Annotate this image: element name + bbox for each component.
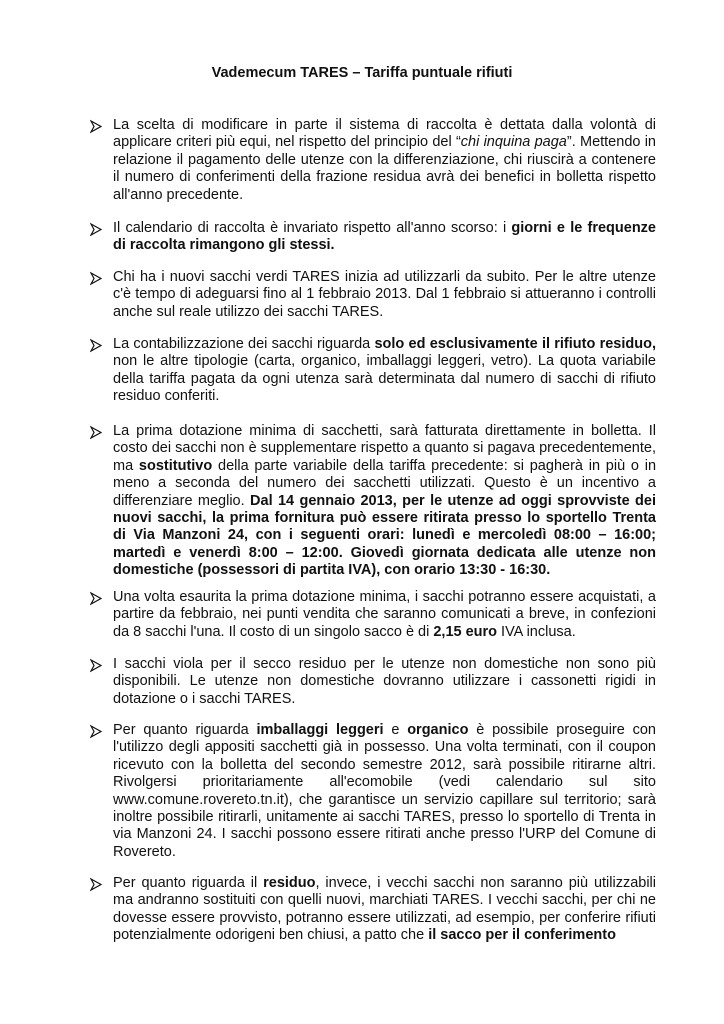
text-run: Per quanto riguarda il xyxy=(113,875,264,891)
bullet-text xyxy=(113,220,656,255)
text-run: ”. Mettendo in relazione il pagamento delle utenze con la differenziazione, chi riuscirà a contenere il numero di conferimenti della frazione residua avrà dei benefici in bolletta rispetto all'anno precedente. xyxy=(113,134,656,203)
text-run: Chi ha i nuovi sacchi verdi TARES inizia ad utilizzarli da subito. Per le altre utenze c'è tempo di adeguarsi fino al 1 febbraio 2013. Dal 1 febbraio si attueranno i controlli anche sul reale utilizzo dei sacchi TARES. xyxy=(113,269,656,320)
bullet-item xyxy=(90,722,656,861)
bullet-item xyxy=(90,269,656,321)
bullet-item xyxy=(90,117,656,204)
text-run: è possibile proseguire con l'utilizzo degli appositi sacchetti già in possesso. Una volta terminati, con il coupon ricevuto con la bolletta del secondo semestre 2012, sarà possibile ritirarne altri. Rivolgersi prioritariamente all'ecomobile (vedi calendario sul sito www.comune.rovereto.tn.it), che garantisce un servizio capillare sul territorio; sarà inoltre possibile ritirarli, unitamente ai sacchi TARES, presso lo sportello di Trenta in via Manzoni 24. I sacchi possono essere ritirati anche presso l'URP del Comune di Rovereto. xyxy=(113,722,656,860)
text-run: Una volta esaurita la prima dotazione minima, i sacchi potranno essere acquistati, a partire da febbraio, nei punti vendita che saranno comunicati a breve, in confezioni da 8 sacchi l'una. Il costo di un singolo sacco è di xyxy=(113,589,656,640)
bullet-item xyxy=(90,336,656,406)
bold-text-run: organico xyxy=(407,722,469,738)
bullet-text xyxy=(113,722,656,861)
text-run: La prima dotazione minima di sacchetti, sarà fatturata direttamente in bolletta. Il costo dei sacchi non è supplementare rispetto a quanto si pagava precedentemente, ma xyxy=(113,423,656,474)
bullet-text xyxy=(113,589,656,641)
arrowhead-bullet-icon xyxy=(90,117,102,135)
bold-text-run: Dal 14 gennaio 2013, per le utenze ad oggi sprovviste dei nuovi sacchi, la prima fornitura può essere ritirata presso lo sportello Trenta di Via Manzoni 24, con i seguenti orari: lunedì e mercoledì 08:00 – 16:00; martedì e venerdì 8:00 – 12:00. Giovedì giornata dedicata alle utenze non domestiche (possessori di partita IVA), con orario 13:30 - 16:30. xyxy=(113,492,656,579)
bold-text-run: residuo xyxy=(263,875,316,891)
bullet-text xyxy=(113,336,656,406)
arrowhead-bullet-icon xyxy=(90,656,102,674)
text-run: , invece, i vecchi sacchi non saranno più utilizzabili ma andranno sostituiti con quelli nuovi, marchiati TARES. I vecchi sacchi, per chi ne dovesse essere provvisto, potranno essere utilizzati, ad esempio, per conferire rifiuti potenzialmente odorigeni ben chiusi, a patto che xyxy=(113,875,656,944)
arrowhead-bullet-icon xyxy=(90,875,102,893)
arrowhead-bullet-icon xyxy=(90,336,102,354)
text-run: della parte variabile della tariffa precedente: si pagherà in più o in meno a seconda del numero dei sacchetti utilizzati. Questo è un incentivo a differenziare meglio. xyxy=(113,457,657,509)
bullet-item xyxy=(90,589,656,641)
bullet-item xyxy=(90,875,656,945)
bold-text-run: imballaggi leggeri xyxy=(256,722,384,738)
text-run: I sacchi viola per il secco residuo per le utenze non domestiche non sono più disponibili. Le utenze non domestiche dovranno utilizzare i cassonetti rigidi in dotazione o i sacchi TARES. xyxy=(113,656,656,707)
bullet-item xyxy=(90,423,656,580)
bullet-item xyxy=(90,220,656,255)
bold-text-run: 2,15 euro xyxy=(433,623,498,640)
text-run: Il calendario di raccolta è invariato rispetto all'anno scorso: i xyxy=(113,220,512,236)
arrowhead-bullet-icon xyxy=(90,589,102,607)
italic-text-run: chi inquina paga xyxy=(460,134,567,151)
text-run: Per quanto riguarda xyxy=(113,722,257,738)
bullet-text xyxy=(113,875,656,945)
bold-text-run: il sacco per il conferimento xyxy=(428,927,616,944)
arrowhead-bullet-icon xyxy=(90,269,102,287)
bullet-text xyxy=(113,423,656,580)
arrowhead-bullet-icon xyxy=(90,423,102,441)
bold-text-run: solo ed esclusivamente il rifiuto residuo, xyxy=(374,336,656,352)
bullet-text xyxy=(113,269,656,321)
bold-text-run: giorni e le frequenze di raccolta rimangono gli stessi. xyxy=(113,220,657,254)
text-run: IVA inclusa. xyxy=(497,623,576,640)
arrowhead-bullet-icon xyxy=(90,220,102,238)
text-run: e xyxy=(383,722,408,738)
text-run: non le altre tipologie (carta, organico, imballaggi leggeri, vetro). La quota variabile della tariffa pagata da ogni utenza sarà determinata dal numero di sacchi di rifiuto residuo conferiti. xyxy=(113,353,656,405)
bullet-text xyxy=(113,656,656,708)
arrowhead-bullet-icon xyxy=(90,722,102,740)
document-title: Vademecum TARES – Tariffa puntuale rifiuti xyxy=(211,65,513,81)
bullet-item xyxy=(90,656,656,708)
text-run: La contabilizzazione dei sacchi riguarda xyxy=(113,336,375,352)
bold-text-run: sostitutivo xyxy=(138,457,213,474)
bullet-text xyxy=(113,117,656,204)
text-run: La scelta di modificare in parte il sistema di raccolta è dettata dalla volontà di applicare criteri più equi, nel rispetto del principio del “ xyxy=(113,117,656,151)
